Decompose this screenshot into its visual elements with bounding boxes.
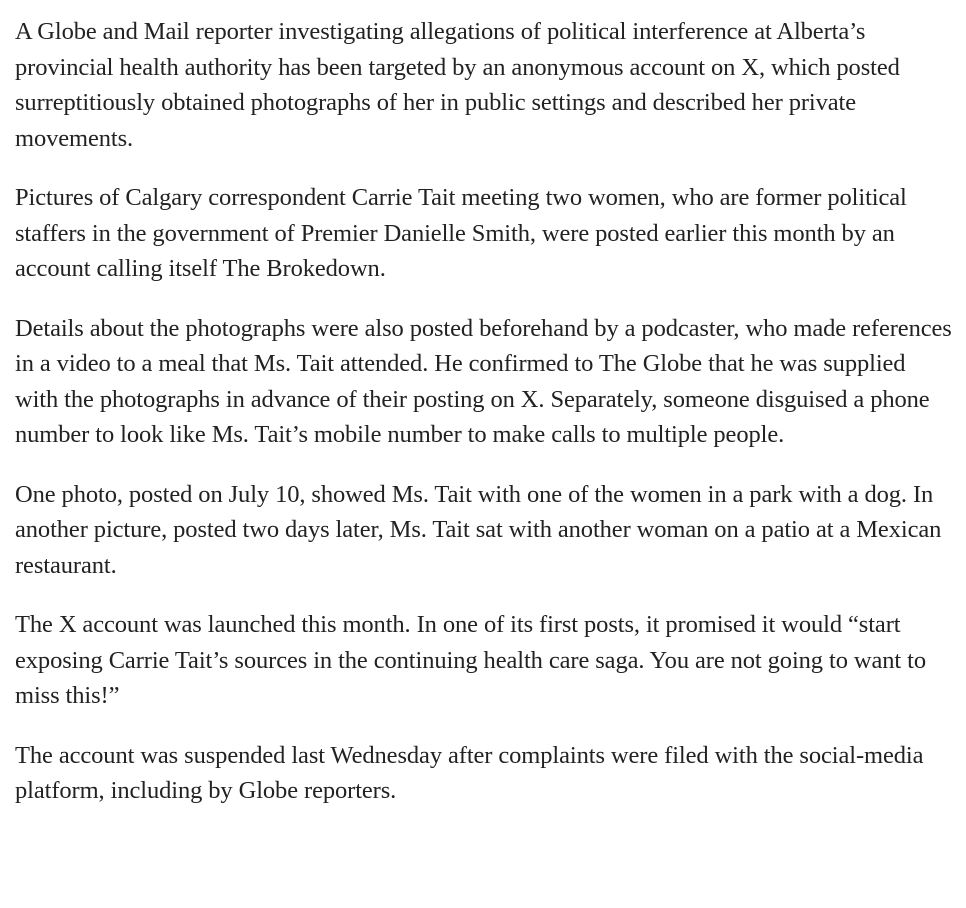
article-paragraph: Pictures of Calgary correspondent Carrie Tait meeting two women, who are former political staffers in the government of Premier Danielle Smith, were posted earlier this month by an account calling itself The Brokedown. (15, 184, 907, 282)
article-paragraph: A Globe and Mail reporter investigating allegations of political interference at Alberta’s provincial health authority has been targeted by an anonymous account on X, which posted surreptitiously obtained photographs of her in public settings and described her private movements. (15, 18, 900, 152)
article-paragraph: Details about the photographs were also posted beforehand by a podcaster, who made references in a video to a meal that Ms. Tait attended. He confirmed to The Globe that he was supplied with the photographs in advance of their posting on X. Separately, someone disguised a phone number to look like Ms. Tait’s mobile number to make calls to multiple people. (15, 314, 952, 448)
article-paragraph: The X account was launched this month. In one of its first posts, it promised it would “start exposing Carrie Tait’s sources in the continuing health care saga. You are not going to want to miss this!” (15, 611, 926, 709)
article-paragraph: One photo, posted on July 10, showed Ms. Tait with one of the women in a park with a dog. In another picture, posted two days later, Ms. Tait sat with another woman on a patio at a Mexican restaurant. (15, 480, 942, 579)
article-paragraph: The account was suspended last Wednesday after complaints were filed with the social-media platform, including by Globe reporters. (15, 741, 924, 804)
